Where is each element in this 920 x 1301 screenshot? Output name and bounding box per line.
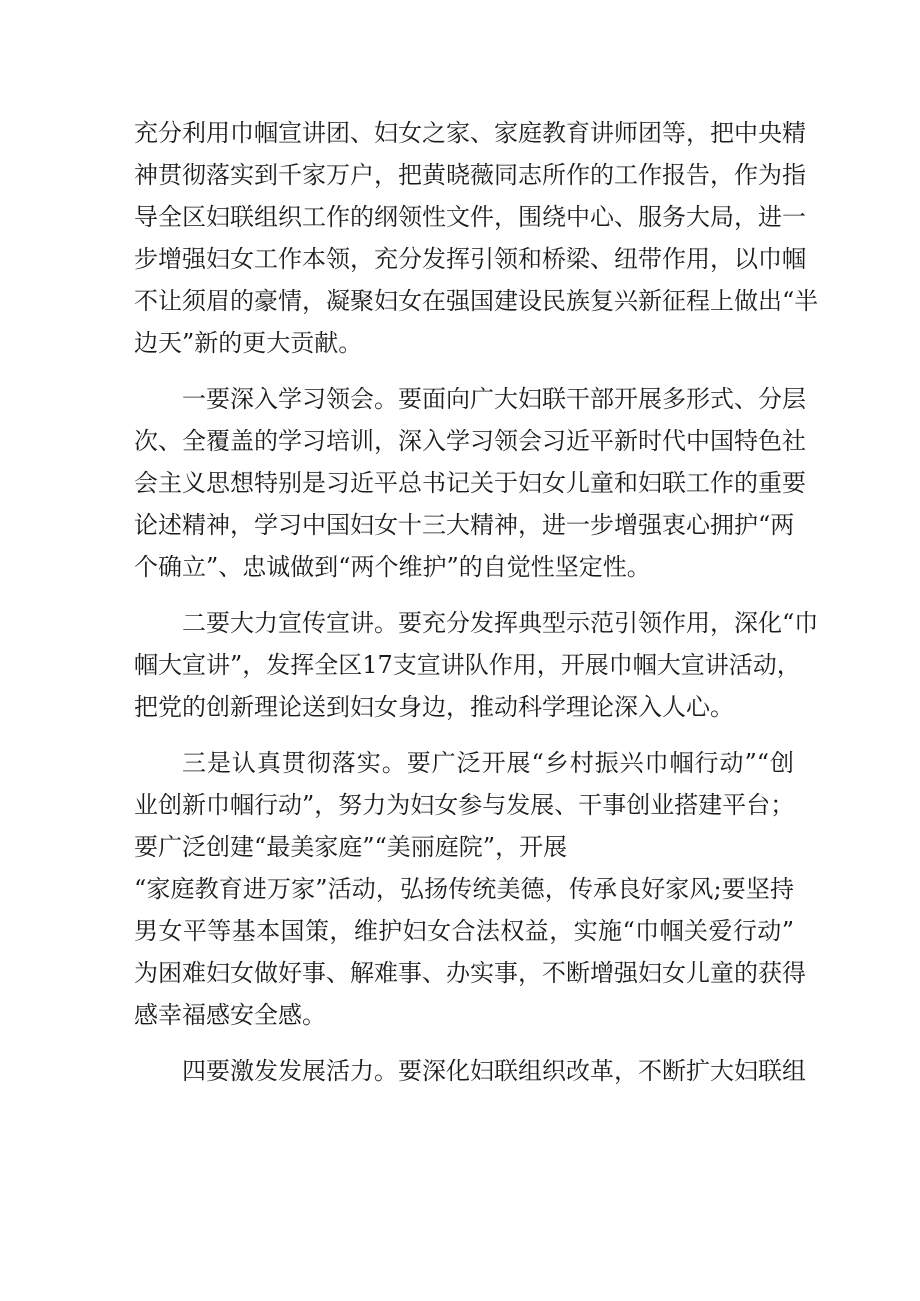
text-line: 步增强妇女工作本领，充分发挥引领和桥梁、纽带作用，以巾帼 <box>134 245 806 273</box>
text-line: 会主义思想特别是习近平总书记关于妇女儿童和妇联工作的重要 <box>134 469 806 497</box>
text-line: 男女平等基本国策，维护妇女合法权益，实施“巾帼关爱行动” <box>134 917 794 945</box>
paragraph <box>134 742 806 1036</box>
paragraph <box>134 112 819 364</box>
text-line: 充分利用巾帼宣讲团、妇女之家、家庭教育讲师团等，把中央精 <box>134 119 806 147</box>
text-line: 边天”新的更大贡献。 <box>134 329 363 357</box>
text-line: 四要激发发展活力。要深化妇联组织改革，不断扩大妇联组 <box>182 1057 806 1085</box>
text-line: 业创新巾帼行动”，努力为妇女参与发展、干事创业搭建平台； <box>134 791 795 819</box>
document-body <box>134 112 819 1092</box>
paragraph <box>134 602 819 728</box>
paragraph <box>134 378 806 588</box>
text-line: 要广泛创建“最美家庭”“美丽庭院”，开展 <box>134 833 568 861</box>
text-line: 个确立”、忠诚做到“两个维护”的自觉性坚定性。 <box>134 553 651 581</box>
text-line: 帼大宣讲”，发挥全区17支宣讲队作用，开展巾帼大宣讲活动， <box>134 651 801 679</box>
text-line: 为困难妇女做好事、解难事、办实事，不断增强妇女儿童的获得 <box>134 959 806 987</box>
text-line: 论述精神，学习中国妇女十三大精神，进一步增强衷心拥护“两 <box>134 511 795 539</box>
text-line: 二要大力宣传宣讲。要充分发挥典型示范引领作用，深化“巾 <box>182 609 819 637</box>
paragraph <box>134 1050 806 1092</box>
text-line: 次、全覆盖的学习培训，深入学习领会习近平新时代中国特色社 <box>134 427 806 455</box>
text-line: 三是认真贯彻落实。要广泛开展“乡村振兴巾帼行动”“创 <box>182 749 794 777</box>
text-line: 导全区妇联组织工作的纲领性文件，围绕中心、服务大局，进一 <box>134 203 806 231</box>
text-line: 不让须眉的豪情，凝聚妇女在强国建设民族复兴新征程上做出“半 <box>134 287 819 315</box>
text-line: “家庭教育进万家”活动，弘扬传统美德，传承良好家风;要坚持 <box>134 875 794 903</box>
text-line: 神贯彻落实到千家万户，把黄晓薇同志所作的工作报告，作为指 <box>134 161 806 189</box>
text-line: 一要深入学习领会。要面向广大妇联干部开展多形式、分层 <box>182 385 806 413</box>
text-line: 把党的创新理论送到妇女身边，推动科学理论深入人心。 <box>134 693 734 721</box>
text-line: 感幸福感安全感。 <box>134 1001 326 1029</box>
